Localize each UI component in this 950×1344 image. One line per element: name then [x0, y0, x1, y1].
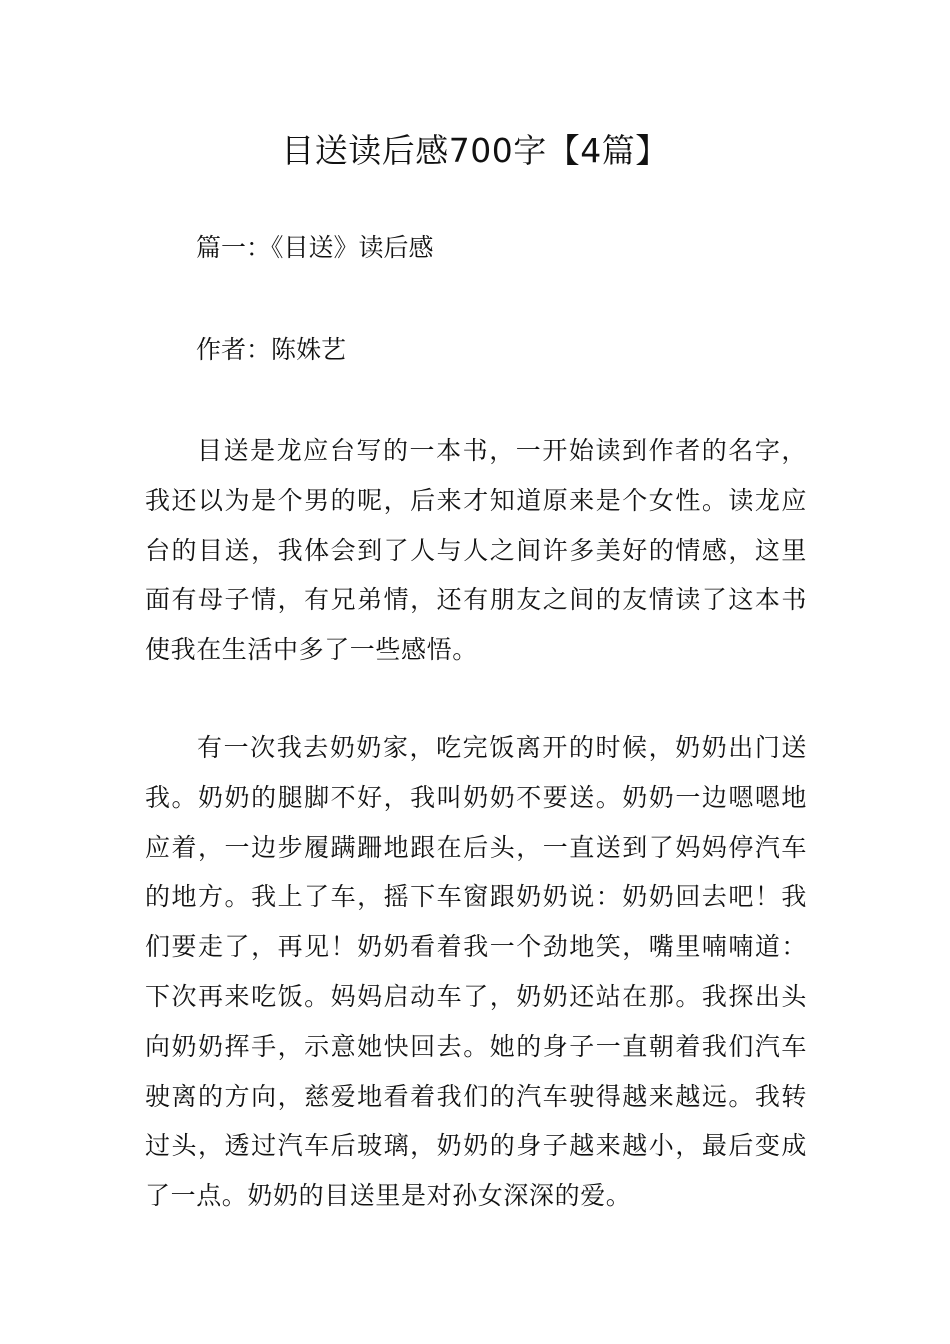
document-title: 目送读后感700字【4篇】 — [281, 131, 669, 170]
section-heading: 篇一：《目送》读后感 — [196, 233, 434, 262]
body-paragraph: 有一次我去奶奶家，吃完饭离开的时候，奶奶出门送我。奶奶的腿脚不好，我叫奶奶不要送。奶奶一边嗯嗯地应着，一边步履蹒跚地跟在后头，一直送到了妈妈停汽车的地方。我上了车，摇下车窗跟奶奶说：奶奶回去吧！我们要走了，再见！奶奶看着我一个劲地笑，嘴里喃喃道：下次再来吃饭。妈妈启动车了，奶奶还站在那。我探出头向奶奶挥手，示意她快回去。她的身子一直朝着我们汽车驶离的方向，慈爱地看着我们的汽车驶得越来越远。我转过头，透过汽车后玻璃，奶奶的身子越来越小，最后变成了一点。奶奶的目送里是对孙女深深的爱。 — [145, 733, 807, 1211]
author-line: 作者：陈姝艺 — [196, 335, 347, 364]
body-paragraph: 目送是龙应台写的一本书，一开始读到作者的名字，我还以为是个男的呢，后来才知道原来是个女性。读龙应台的目送，我体会到了人与人之间许多美好的情感，这里面有母子情，有兄弟情，还有朋友之间的友情读了这本书使我在生活中多了一些感悟。 — [145, 436, 807, 665]
